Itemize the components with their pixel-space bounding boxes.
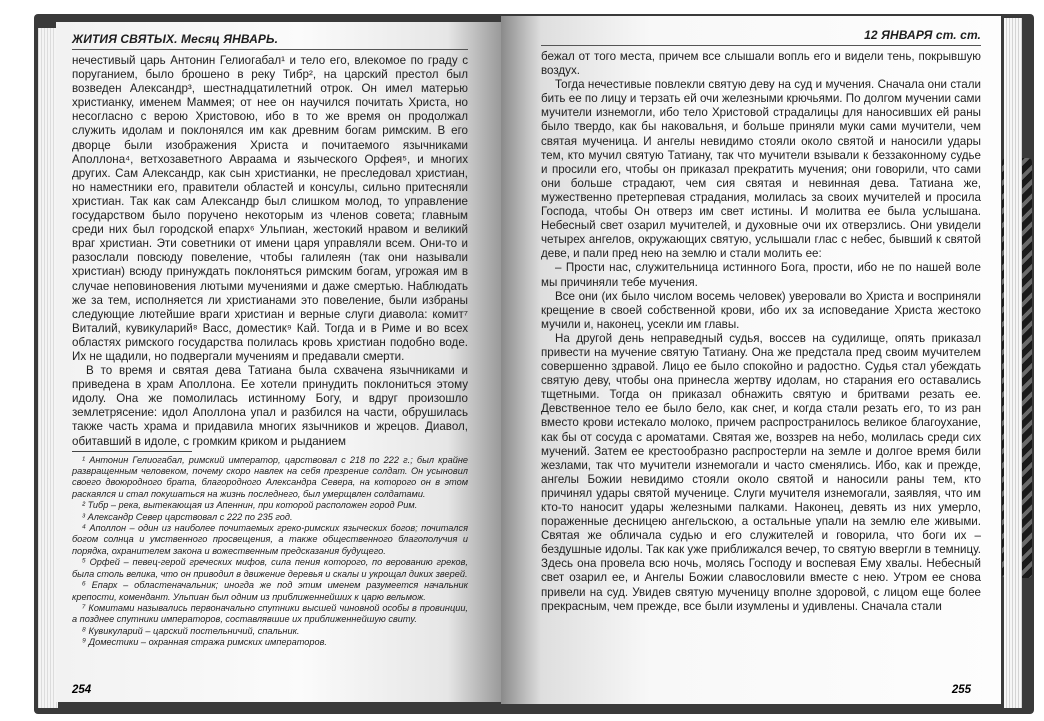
- paragraph: бежал от того места, причем все слышали вопль его и видели тень, покрывшую воздух.: [541, 50, 981, 78]
- open-book: [34, 8, 1024, 713]
- paragraph: В то время и святая дева Татиана была схвачена язычниками и приведена в храм Аполлона. Ее хотели принудить поклониться этому идолу. Она же помолилась истинному Богу, и вдруг произошло землетрясение: идол Аполлона упал и разбился на части, обрушилась также часть храма и придавила многих язычников и жрецов. Диавол, обитавший в идоле, с громким криком и рыданием: [72, 364, 468, 448]
- running-head-text: ЖИТИЯ СВЯТЫХ. Месяц ЯНВАРЬ.: [72, 32, 279, 46]
- page-edges-left: [38, 28, 58, 708]
- paragraph: На другой день неправедный судья, воссев на судилище, опять приказал привести на мучение святую Татиану. Она же предстала пред своим мучителем совершенно здравой. Лицо ее было спокойно и радостно. Судья стал убеждать святую деву, чтобы она принесла жертву идолам, но старания его оставались тщетными. Тогда он приказал обнажить святую и бритвами резать ее. Девственное тело ее было бело, как снег, и когда стали резать его, то из ран вместо крови истекало молоко, причем распространилось великое благоухание, как бы от сосуда с ароматами. Святая же, воззрев на небо, молилась среди сих мучений. Затем ее крестообразно распростерли на земле и долгое время били жезлами, так что мучители изнемогали и часто сменялись. Ибо, как и прежде, ангелы Божии невидимо стояли около святой и наносили раны тем, кто причинял удары святой мученице. Слуги мучителя изнемогали, заявляя, что им кто-то наносит удары железными палками. Наконец, девять из них умерло, пораженные десницею ангельскою, а остальные упали на землю еле живыми. Святая же обличала судью и его служителей и говорила, что боги их – бездушные идолы. Так как уже приближался вечер, то святую ввергли в темницу. Здесь она провела всю ночь, молясь Господу и воспевая Ему хвалы. Небесный свет озарил ее, и Ангелы Божии славословили вместе с нею. Утром ее снова привели на суд. Увидев святую мученицу вполне здоровой, с лицом еще более прекрасным, чем прежде, все были изумлены и удивлены. Сначала стали: [541, 331, 982, 613]
- paragraph: Все они (их было числом восемь человек) уверовали во Христа и восприняли крещение в своей собственной крови, ибо их за исповедание Христа жестоко мучили и, наконец, усекли им главы.: [541, 289, 981, 331]
- footnote-rule: [72, 451, 192, 452]
- running-head-text: 12 ЯНВАРЯ ст. ст.: [864, 28, 981, 42]
- footnote: ³ Александр Север царствовал с 222 по 235 год.: [82, 511, 293, 522]
- footnote: ⁸ Кувикуларий – царский постельничий, спальник.: [82, 625, 300, 636]
- left-page-text: [72, 54, 468, 449]
- paragraph: нечестивый царь Антонин Гелиогабал¹ и тело его, влекомое по граду с поруганием, было брошено в реку Тибр², на царский престол был возведен Александр³, шестнадцатилетний отрок. Он имел матерью христианку, именем Маммея; от нее он научился почитать Христа, но несогласно с верою Христовою, ибо в то же время он продолжал служить идолам и поклонялся им как древним богам римским. В его дворце были изображения Христа и почитаемого язычниками Аполлона⁴, ветхозаветного Авраама и языческого Орфея⁵, и многих других. Сам Александр, как сын христианки, не преследовал христиан, но наместники его, правители областей и консулы, сильно притесняли христиан. Так как сам Александр был слишком молод, то управление государством было поручено некоторым из членов совета; главным среди них был городской епарх⁶ Ульпиан, жестокий нравом и великий враг христиан. Эти советники от имени царя управляли всем. Они-то и разослали повсюду повеление, чтобы галилеян (так они называли христиан) всюду принуждать поклоняться римским богам, угрожая им в случае неповиновения лютыми мучениями и даже смертью. Наблюдать же за тем, исполняется ли христианами это повеление, были избраны следующие лютейшие враги христиан и верные слуги диавола: комит⁷ Виталий, кувикуларий⁸ Васс, доместик⁹ Кай. Тогда и в Риме и во всех областях римского государства полилась кровь христиан подобно воде. Их не щадили, но подвергали мучениям и предавали смерти.: [72, 54, 468, 363]
- footnote: ⁹ Доместики – охранная стража римских императоров.: [82, 637, 327, 648]
- running-head-right: [541, 28, 981, 46]
- footnote: ² Тибр – река, вытекающая из Апеннин, при которой расположен город Рим.: [82, 500, 418, 511]
- footnote: ⁶ Епарх – областеначальник; иногда же под этим именем разумеется начальник крепости, комендант. Ульпиан был одним из приближеннейших к царю вельмож.: [72, 580, 468, 602]
- page-edges-right: [1004, 18, 1022, 708]
- footnote: ¹ Антонин Гелиогабал, римский император, царствовал с 218 по 222 г.; был крайне развращенным человеком, почему скоро навлек на себя презрение солдат. Он усыновил своего двоюродного брата, благородного Александра Севера, на которого он в этом раскаялся и стал покушаться на жизнь последнего, был умерщвлен солдатами.: [72, 454, 468, 499]
- page-number-right: 255: [951, 684, 971, 696]
- paragraph: Тогда нечестивые повлекли святую деву на суд и мучения. Сначала они стали бить ее по лицу и терзать ей очи железными крючьями. По долгом мучении сами мучители изнемогли, ибо тело Христовой страдалицы для наносивших ей раны было твердо, как бы наковальня, и больше приняли муки сами мучители, чем святая мученица. И ангелы невидимо стояли около святой и наносили удары тем, кто мучил святую Татиану, так что мучители взывали к беззаконному судье и просили его, чтобы он приказал прекратить мучения; они говорили, что сами они больше страдают, чем сия святая и невинная дева. Татиана же, мужественно претерпевая страдания, молилась за своих мучителей и просила Господа, чтобы Он отверз им свет истины. И молитва ее была услышана. Небесный свет озарил мучителей, и духовные очи их отверзлись. Они увидели четырех ангелов, окружающих святую, услышали глас с небес, бывший к святой деве, и пали пред нею на землю и стали молить ее:: [541, 78, 981, 261]
- footnotes: [72, 455, 468, 649]
- right-page-text: [541, 50, 981, 614]
- page-number-left: 254: [72, 684, 92, 696]
- left-page: [56, 22, 501, 702]
- right-page: [501, 16, 1001, 704]
- footnote: ⁵ Орфей – певец-герой греческих мифов, сила пения которого, по верованию греков, была столь велика, что он приводил в движение деревья и скалы и укрощал диких зверей.: [72, 557, 468, 579]
- paragraph: – Прости нас, служительница истинного Бога, прости, ибо не по нашей воле мы причиняли тебе мучения.: [541, 261, 981, 289]
- running-head-left: [72, 32, 468, 50]
- footnote: ⁷ Комитами назывались первоначально спутники высшей чиновной особы в провинции, а позднее спутники императоров, составлявшие их приближеннейшую свиту.: [72, 602, 468, 625]
- footnote: ⁴ Аполлон – один из наиболее почитаемых греко-римских языческих богов; почитался богом солнца и умственного просвещения, а также общественного благополучия и порядка, охранителем закона и вожественным предсказания будущего.: [72, 523, 468, 556]
